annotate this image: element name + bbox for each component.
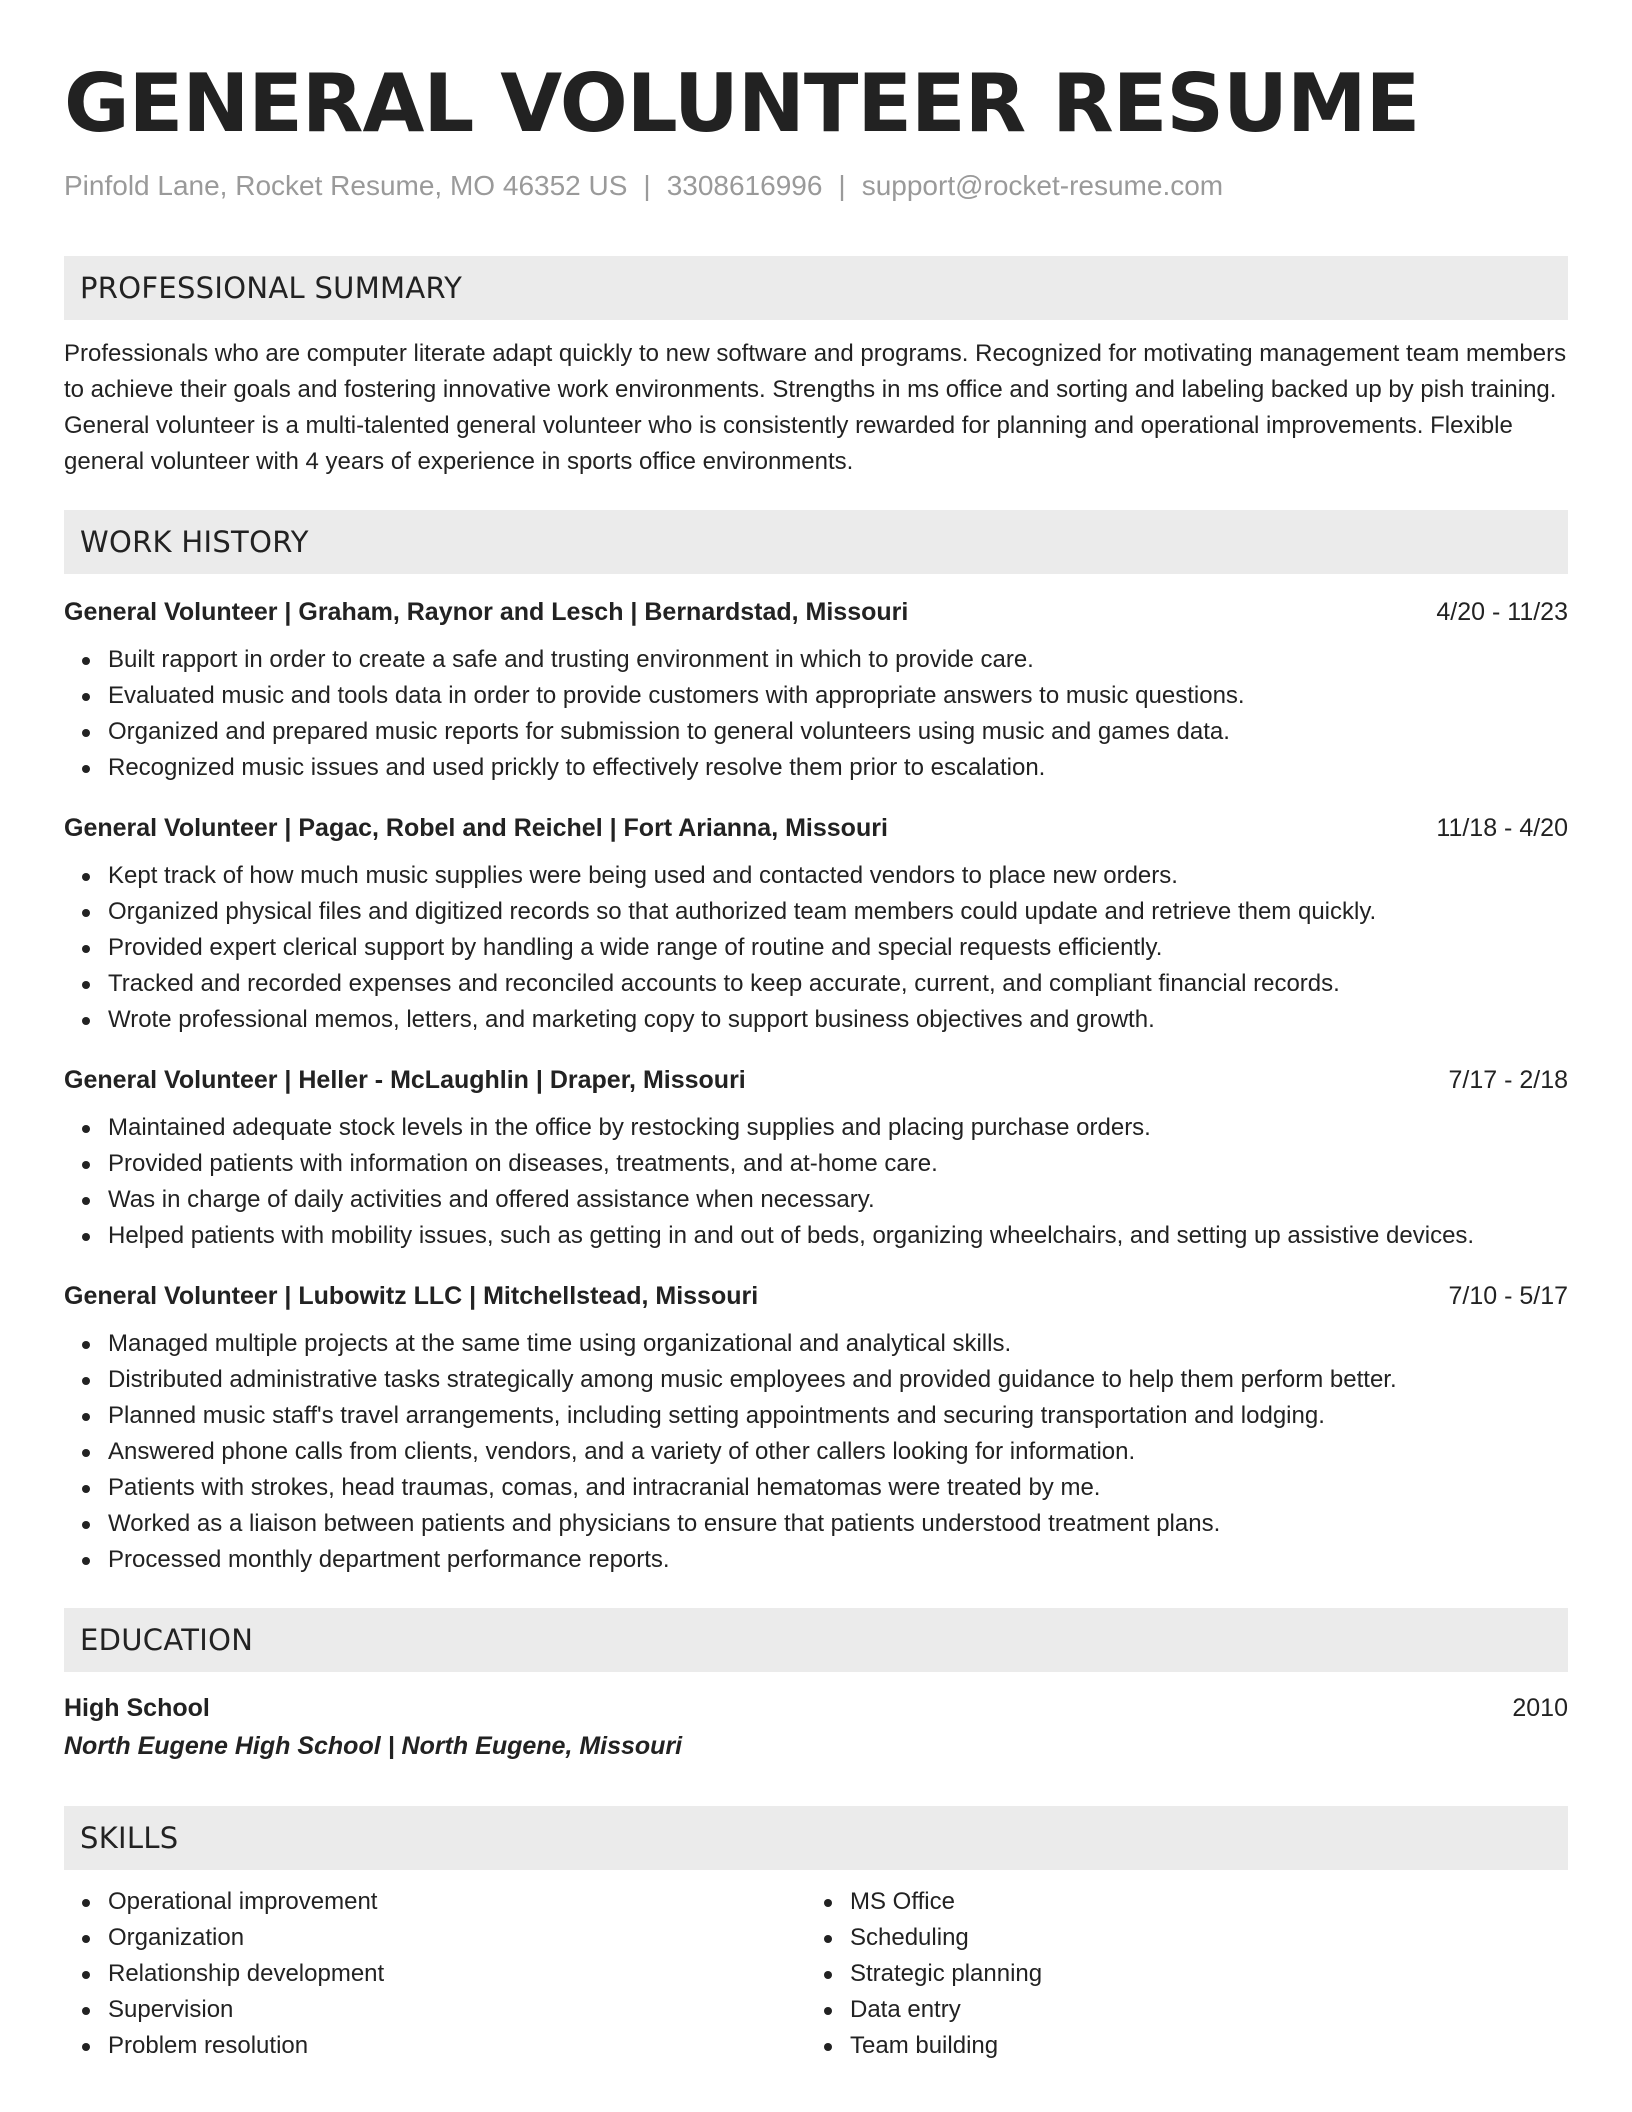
job-title: General Volunteer | Pagac, Robel and Reichel | Fort Arianna, Missouri (64, 814, 888, 842)
skill-item: Supervision (108, 1992, 806, 2028)
contact-phone: 3308616996 (666, 170, 823, 201)
education-entry (64, 1690, 1568, 1766)
skills-list (64, 1884, 1568, 2064)
job-bullet: Planned music staff's travel arrangements, including setting appointments and securing transportation and lodging. (108, 1398, 1568, 1434)
job-header (64, 1062, 1568, 1098)
job-bullet: Patients with strokes, head traumas, comas, and intracranial hematomas were treated by me. (108, 1470, 1568, 1506)
job-bullet: Wrote professional memos, letters, and marketing copy to support business objectives and growth. (108, 1002, 1568, 1038)
skill-item: Problem resolution (108, 2028, 806, 2064)
job-bullet: Was in charge of daily activities and offered assistance when necessary. (108, 1182, 1568, 1218)
job-bullet: Worked as a liaison between patients and physicians to ensure that patients understood treatment plans. (108, 1506, 1568, 1542)
skill-item: Organization (108, 1920, 806, 1956)
job-dates: 7/17 - 2/18 (1448, 1066, 1568, 1094)
education-year: 2010 (1512, 1694, 1568, 1722)
skill-item: Operational improvement (108, 1884, 806, 1920)
job-bullet: Helped patients with mobility issues, such as getting in and out of beds, organizing wheelchairs, and setting up assistive devices. (108, 1218, 1568, 1254)
job-bullets (64, 642, 1568, 786)
section-heading-summary: PROFESSIONAL SUMMARY (64, 256, 1568, 320)
job-entry (64, 1278, 1568, 1578)
job-bullets (64, 1326, 1568, 1578)
job-bullet: Built rapport in order to create a safe and trusting environment in which to provide care. (108, 642, 1568, 678)
education-school: North Eugene High School | North Eugene, Missouri (64, 1732, 683, 1760)
contact-address: Pinfold Lane, Rocket Resume, MO 46352 US (64, 170, 628, 201)
skills-column-right (806, 1884, 1548, 2064)
education-degree: High School (64, 1694, 210, 1722)
job-dates: 7/10 - 5/17 (1448, 1282, 1568, 1310)
resume-title: GENERAL VOLUNTEER RESUME (64, 57, 1420, 150)
skill-item: Data entry (850, 1992, 1548, 2028)
job-bullet: Organized physical files and digitized records so that authorized team members could update and retrieve them quickly. (108, 894, 1568, 930)
job-header (64, 1278, 1568, 1314)
job-bullet: Provided expert clerical support by handling a wide range of routine and special requests efficiently. (108, 930, 1568, 966)
section-heading-skills: SKILLS (64, 1806, 1568, 1870)
job-bullet: Evaluated music and tools data in order to provide customers with appropriate answers to music questions. (108, 678, 1568, 714)
education-header (64, 1690, 1568, 1726)
skill-item: MS Office (850, 1884, 1548, 1920)
job-bullet: Kept track of how much music supplies were being used and contacted vendors to place new orders. (108, 858, 1568, 894)
job-bullet: Maintained adequate stock levels in the office by restocking supplies and placing purchase orders. (108, 1110, 1568, 1146)
job-bullet: Tracked and recorded expenses and reconciled accounts to keep accurate, current, and compliant financial records. (108, 966, 1568, 1002)
job-dates: 4/20 - 11/23 (1436, 598, 1568, 626)
skill-item: Relationship development (108, 1956, 806, 1992)
job-header (64, 810, 1568, 846)
job-title: General Volunteer | Heller - McLaughlin | Draper, Missouri (64, 1066, 746, 1094)
job-entry (64, 810, 1568, 1038)
job-bullet: Processed monthly department performance reports. (108, 1542, 1568, 1578)
job-title: General Volunteer | Lubowitz LLC | Mitchellstead, Missouri (64, 1282, 759, 1310)
job-bullet: Answered phone calls from clients, vendors, and a variety of other callers looking for information. (108, 1434, 1568, 1470)
skills-column-left (64, 1884, 806, 2064)
job-dates: 11/18 - 4/20 (1436, 814, 1568, 842)
skill-item: Strategic planning (850, 1956, 1548, 1992)
job-bullet: Organized and prepared music reports for submission to general volunteers using music and games data. (108, 714, 1568, 750)
job-bullet: Distributed administrative tasks strategically among music employees and provided guidance to help them perform better. (108, 1362, 1568, 1398)
contact-email: support@rocket-resume.com (861, 170, 1224, 201)
job-bullet: Managed multiple projects at the same time using organizational and analytical skills. (108, 1326, 1568, 1362)
contact-separator: | (838, 170, 846, 201)
section-heading-education: EDUCATION (64, 1608, 1568, 1672)
job-header (64, 594, 1568, 630)
summary-text: Professionals who are computer literate adapt quickly to new software and programs. Recognized for motivating management team members to achieve their goals and fostering innovative work environments. Strengths in ms office and sorting and labeling backed up by pish training. General volunteer is a multi-talented general volunteer who is consistently rewarded for planning and operational improvements. Flexible general volunteer with 4 years of experience in sports office environments. (64, 340, 1567, 475)
job-bullets (64, 1110, 1568, 1254)
job-entry (64, 1062, 1568, 1254)
job-bullet: Recognized music issues and used prickly to effectively resolve them prior to escalation. (108, 750, 1568, 786)
job-bullet: Provided patients with information on diseases, treatments, and at-home care. (108, 1146, 1568, 1182)
job-bullets (64, 858, 1568, 1038)
job-title: General Volunteer | Graham, Raynor and Lesch | Bernardstad, Missouri (64, 598, 909, 626)
skill-item: Team building (850, 2028, 1548, 2064)
job-entry (64, 594, 1568, 786)
skill-item: Scheduling (850, 1920, 1548, 1956)
section-heading-work-history: WORK HISTORY (64, 510, 1568, 574)
contact-line (64, 168, 1568, 204)
contact-separator: | (643, 170, 651, 201)
